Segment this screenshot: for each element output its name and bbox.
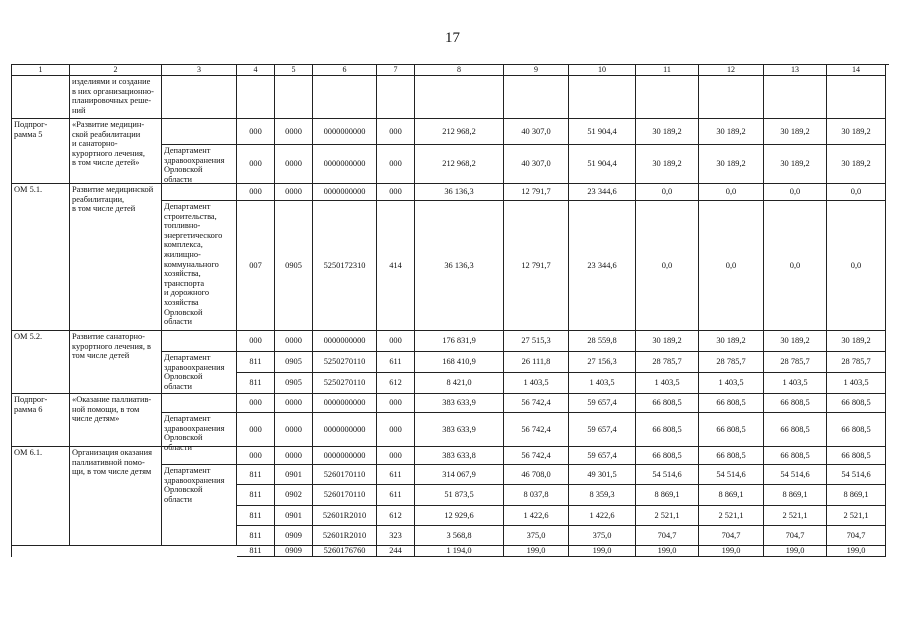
data-cell: 0000000000 [313, 447, 377, 465]
data-cell: 27 156,3 [569, 352, 636, 373]
data-cell: 0905 [275, 373, 313, 394]
data-cell: 36 136,3 [415, 201, 504, 331]
data-cell: 0,0 [699, 201, 764, 331]
data-cell: 000 [377, 145, 415, 184]
data-cell: 704,7 [827, 526, 886, 546]
row-code-cell: ОМ 5.1. [12, 184, 70, 331]
empty-cell [827, 76, 886, 119]
data-cell: 2 521,1 [699, 506, 764, 526]
data-cell: 30 189,2 [827, 119, 886, 145]
data-cell: 199,0 [764, 546, 827, 557]
data-cell: 0000000000 [313, 394, 377, 413]
data-cell: 28 785,7 [699, 352, 764, 373]
empty-cell [313, 76, 377, 119]
data-cell: 52601R2010 [313, 506, 377, 526]
empty-cell [377, 76, 415, 119]
data-cell: 5250270110 [313, 373, 377, 394]
data-cell: 59 657,4 [569, 447, 636, 465]
data-cell: 27 515,3 [504, 331, 569, 352]
data-cell: 811 [237, 546, 275, 557]
data-cell: 0,0 [636, 184, 699, 201]
column-header: 7 [377, 65, 415, 76]
data-cell: 0000 [275, 447, 313, 465]
data-cell: 1 403,5 [764, 373, 827, 394]
data-cell: 1 403,5 [569, 373, 636, 394]
data-cell: 414 [377, 201, 415, 331]
column-header: 6 [313, 65, 377, 76]
data-cell: 811 [237, 485, 275, 506]
data-cell: 375,0 [569, 526, 636, 546]
data-cell: 66 808,5 [636, 413, 699, 447]
data-cell: 54 514,6 [764, 465, 827, 485]
data-cell: 23 344,6 [569, 201, 636, 331]
data-cell: 704,7 [636, 526, 699, 546]
data-cell: 8 037,8 [504, 485, 569, 506]
empty-cell [569, 76, 636, 119]
row-description-cell: «Развитие медицин- ской реабилитации и санаторно- курортного лечения, в том числе детей» [70, 119, 162, 184]
data-cell: 0000000000 [313, 184, 377, 201]
empty-cell [636, 76, 699, 119]
data-cell: 5260176760 [313, 546, 377, 557]
page-number: 17 [445, 30, 460, 46]
executor-cell: Департамент здравоохранения Орловской области [162, 352, 237, 394]
data-cell: 66 808,5 [827, 447, 886, 465]
data-cell: 199,0 [827, 546, 886, 557]
data-cell: 28 785,7 [827, 352, 886, 373]
data-cell: 51 904,4 [569, 119, 636, 145]
data-cell: 0000 [275, 119, 313, 145]
code-cell-empty [12, 76, 70, 119]
executor-cell: Департамент здравоохранения Орловской области [162, 413, 237, 447]
executor-cell: Департамент строительства, топливно- энергетического комплекса, жилищно- коммунального хозяйства, транспорта и дорожного хозяйства Орловской области [162, 201, 237, 331]
data-cell: 000 [237, 145, 275, 184]
data-cell: 8 869,1 [699, 485, 764, 506]
empty-cell [162, 76, 237, 119]
data-cell: 375,0 [504, 526, 569, 546]
data-cell: 323 [377, 526, 415, 546]
empty-cell [237, 76, 275, 119]
data-cell: 5250270110 [313, 352, 377, 373]
empty-cell [504, 76, 569, 119]
data-cell: 26 111,8 [504, 352, 569, 373]
data-cell: 30 189,2 [636, 331, 699, 352]
executor-cell: Департамент здравоохранения Орловской области [162, 465, 237, 546]
data-cell: 212 968,2 [415, 119, 504, 145]
data-cell: 0,0 [827, 201, 886, 331]
data-cell: 66 808,5 [764, 413, 827, 447]
data-cell: 811 [237, 465, 275, 485]
description-cell: изделиями и создание в них организационно- планировочных реше- ний [70, 76, 162, 119]
data-cell: 611 [377, 352, 415, 373]
data-cell: 1 403,5 [636, 373, 699, 394]
row-description-cell: «Оказание паллиатив- ной помощи, в том числе детям» [70, 394, 162, 447]
data-cell: 811 [237, 526, 275, 546]
data-cell: 56 742,4 [504, 413, 569, 447]
data-cell: 000 [377, 394, 415, 413]
data-cell: 5260170110 [313, 465, 377, 485]
data-cell: 23 344,6 [569, 184, 636, 201]
executor-cell-empty [162, 331, 237, 352]
executor-cell-empty [162, 184, 237, 201]
data-cell: 66 808,5 [699, 447, 764, 465]
data-cell: 59 657,4 [569, 394, 636, 413]
data-cell: 30 189,2 [699, 119, 764, 145]
data-cell: 28 785,7 [764, 352, 827, 373]
data-cell: 000 [237, 447, 275, 465]
data-cell: 51 873,5 [415, 485, 504, 506]
data-cell: 28 559,8 [569, 331, 636, 352]
data-cell: 66 808,5 [764, 447, 827, 465]
data-cell: 0000000000 [313, 119, 377, 145]
data-cell: 704,7 [699, 526, 764, 546]
data-cell: 54 514,6 [699, 465, 764, 485]
empty-cell [415, 76, 504, 119]
data-cell: 000 [377, 413, 415, 447]
data-cell: 30 189,2 [764, 331, 827, 352]
data-cell: 383 633,9 [415, 413, 504, 447]
column-header: 4 [237, 65, 275, 76]
data-cell: 66 808,5 [699, 413, 764, 447]
data-cell: 30 189,2 [827, 331, 886, 352]
data-cell: 8 359,3 [569, 485, 636, 506]
data-cell: 000 [377, 119, 415, 145]
data-cell: 8 421,0 [415, 373, 504, 394]
row-code-cell: Подпрог- рамма 6 [12, 394, 70, 447]
row-code-cell: ОМ 5.2. [12, 331, 70, 394]
data-cell: 0,0 [764, 184, 827, 201]
column-header: 9 [504, 65, 569, 76]
data-cell: 30 189,2 [764, 145, 827, 184]
data-cell: 56 742,4 [504, 447, 569, 465]
data-cell: 0000 [275, 413, 313, 447]
data-cell: 0,0 [636, 201, 699, 331]
executor-cell-empty [162, 119, 237, 145]
row-description-cell: Организация оказания паллиативной помо- щи, в том числе детям [70, 447, 162, 546]
data-cell: 30 189,2 [827, 145, 886, 184]
data-cell: 52601R2010 [313, 526, 377, 546]
data-cell: 12 929,6 [415, 506, 504, 526]
data-cell: 0000 [275, 394, 313, 413]
data-cell: 0000000000 [313, 331, 377, 352]
row-description-cell: Развитие медицинской реабилитации, в том числе детей [70, 184, 162, 331]
data-cell: 000 [237, 413, 275, 447]
column-header: 10 [569, 65, 636, 76]
data-cell: 244 [377, 546, 415, 557]
data-cell: 28 785,7 [636, 352, 699, 373]
column-header: 3 [162, 65, 237, 76]
data-cell: 66 808,5 [827, 413, 886, 447]
empty-cell [764, 76, 827, 119]
data-cell: 811 [237, 352, 275, 373]
data-cell: 49 301,5 [569, 465, 636, 485]
data-cell: 168 410,9 [415, 352, 504, 373]
executor-cell: Департамент здравоохранения Орловской области [162, 145, 237, 184]
data-cell: 000 [377, 331, 415, 352]
data-cell: 30 189,2 [699, 331, 764, 352]
data-cell: 0909 [275, 526, 313, 546]
data-cell: 611 [377, 485, 415, 506]
data-cell: 40 307,0 [504, 119, 569, 145]
data-cell: 000 [237, 119, 275, 145]
data-cell: 66 808,5 [636, 447, 699, 465]
data-cell: 1 403,5 [699, 373, 764, 394]
column-header: 8 [415, 65, 504, 76]
data-cell: 0000 [275, 184, 313, 201]
row-description-cell: Развитие санаторно- курортного лечения, в том числе детей [70, 331, 162, 394]
data-cell: 8 869,1 [827, 485, 886, 506]
data-cell: 2 521,1 [636, 506, 699, 526]
data-cell: 000 [237, 331, 275, 352]
data-cell: 199,0 [699, 546, 764, 557]
data-cell: 612 [377, 506, 415, 526]
empty-cell [699, 76, 764, 119]
data-cell: 0000000000 [313, 145, 377, 184]
data-cell: 30 189,2 [764, 119, 827, 145]
data-cell: 30 189,2 [699, 145, 764, 184]
data-cell: 811 [237, 506, 275, 526]
data-cell: 0,0 [827, 184, 886, 201]
data-cell: 30 189,2 [636, 119, 699, 145]
data-cell: 0,0 [764, 201, 827, 331]
data-cell: 007 [237, 201, 275, 331]
data-cell: 383 633,8 [415, 447, 504, 465]
data-cell: 1 422,6 [504, 506, 569, 526]
data-cell: 12 791,7 [504, 184, 569, 201]
row-code-cell: Подпрог- рамма 5 [12, 119, 70, 184]
data-cell: 000 [377, 184, 415, 201]
column-header: 14 [827, 65, 886, 76]
data-cell: 30 189,2 [636, 145, 699, 184]
data-cell: 46 708,0 [504, 465, 569, 485]
data-cell: 0000 [275, 145, 313, 184]
column-header: 5 [275, 65, 313, 76]
data-cell: 0000 [275, 331, 313, 352]
data-cell: 40 307,0 [504, 145, 569, 184]
data-cell: 0,0 [699, 184, 764, 201]
data-cell: 314 067,9 [415, 465, 504, 485]
data-cell: 66 808,5 [764, 394, 827, 413]
data-cell: 000 [377, 447, 415, 465]
data-cell: 0000000000 [313, 413, 377, 447]
data-cell: 0909 [275, 546, 313, 557]
data-cell: 1 422,6 [569, 506, 636, 526]
data-cell: 612 [377, 373, 415, 394]
executor-cell-empty [162, 447, 237, 465]
data-cell: 212 968,2 [415, 145, 504, 184]
data-cell: 66 808,5 [699, 394, 764, 413]
row-code-cell: ОМ 6.1. [12, 447, 70, 546]
column-header: 13 [764, 65, 827, 76]
data-cell: 383 633,9 [415, 394, 504, 413]
data-cell: 811 [237, 373, 275, 394]
data-cell: 704,7 [764, 526, 827, 546]
data-cell: 0902 [275, 485, 313, 506]
data-cell: 2 521,1 [827, 506, 886, 526]
executor-cell-empty [162, 394, 237, 413]
empty-cell [275, 76, 313, 119]
data-cell: 199,0 [569, 546, 636, 557]
data-cell: 54 514,6 [827, 465, 886, 485]
data-cell: 3 568,8 [415, 526, 504, 546]
data-cell: 1 194,0 [415, 546, 504, 557]
column-header: 1 [12, 65, 70, 76]
data-cell: 000 [237, 394, 275, 413]
data-cell: 59 657,4 [569, 413, 636, 447]
column-header: 11 [636, 65, 699, 76]
data-cell: 0905 [275, 201, 313, 331]
data-cell: 66 808,5 [827, 394, 886, 413]
data-cell: 5260170110 [313, 485, 377, 506]
data-cell: 199,0 [636, 546, 699, 557]
data-cell: 8 869,1 [764, 485, 827, 506]
data-cell: 56 742,4 [504, 394, 569, 413]
data-cell: 176 831,9 [415, 331, 504, 352]
data-cell: 8 869,1 [636, 485, 699, 506]
data-cell: 199,0 [504, 546, 569, 557]
data-cell: 0905 [275, 352, 313, 373]
data-cell: 000 [237, 184, 275, 201]
data-cell: 0901 [275, 506, 313, 526]
data-cell: 12 791,7 [504, 201, 569, 331]
column-header: 12 [699, 65, 764, 76]
data-cell: 1 403,5 [504, 373, 569, 394]
data-cell: 0901 [275, 465, 313, 485]
data-cell: 51 904,4 [569, 145, 636, 184]
data-cell: 611 [377, 465, 415, 485]
data-cell: 2 521,1 [764, 506, 827, 526]
data-cell: 5250172310 [313, 201, 377, 331]
column-header: 2 [70, 65, 162, 76]
data-cell: 66 808,5 [636, 394, 699, 413]
data-cell: 54 514,6 [636, 465, 699, 485]
data-cell: 1 403,5 [827, 373, 886, 394]
data-cell: 36 136,3 [415, 184, 504, 201]
budget-table [11, 64, 889, 557]
